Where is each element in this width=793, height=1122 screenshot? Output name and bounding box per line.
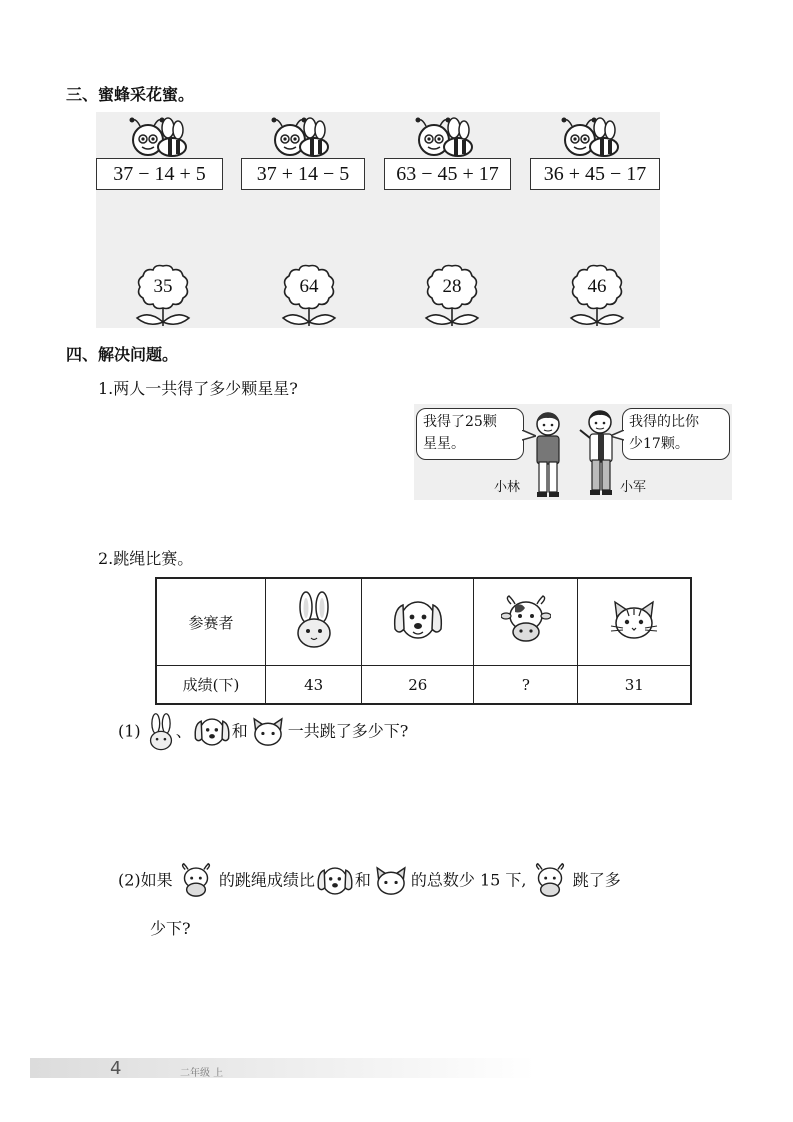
bee-icon <box>268 114 332 160</box>
dog-icon <box>315 863 355 899</box>
name-xiaolin: 小林 <box>494 480 521 495</box>
subquestion-1-suffix: 一共跳了多少下? <box>287 721 409 741</box>
dog-icon <box>391 595 445 645</box>
bee-panel <box>96 112 660 328</box>
cow-icon <box>501 594 551 646</box>
boy-xiaolin-icon <box>528 410 568 500</box>
xiaojun-speech-bubble <box>622 408 730 460</box>
xiaojun-speech-line: 我得的比你 <box>629 414 699 430</box>
xiaolin-speech-line: 我得了25颗 <box>423 414 497 430</box>
speech-panel <box>414 404 732 500</box>
question2-title: 2.跳绳比赛。 <box>98 549 194 568</box>
participant-cell <box>266 578 362 666</box>
name-xiaojun: 小军 <box>620 480 647 495</box>
expression-box: 37 + 14 − 5 <box>241 158 365 190</box>
cat-icon <box>607 598 661 642</box>
subquestion-2-mid1: 的跳绳成绩比 <box>218 870 315 890</box>
subquestion-1 <box>118 712 408 752</box>
cow-icon <box>532 862 568 900</box>
row-header-participants: 参赛者 <box>156 578 266 666</box>
expression-box: 36 + 45 − 17 <box>530 158 660 190</box>
subquestion-2 <box>118 862 621 900</box>
footer-text: 二年级 上 <box>180 1068 224 1079</box>
flower-number: 28 <box>442 276 462 297</box>
subquestion-1-prefix: (1) <box>118 721 141 741</box>
expression-box: 37 − 14 + 5 <box>96 158 223 190</box>
score-cell: ? <box>474 666 578 705</box>
section4-heading: 四、解决问题。 <box>66 345 179 364</box>
bee-icon <box>558 114 622 160</box>
flower-number: 35 <box>153 276 173 297</box>
xiaolin-speech-bubble <box>416 408 524 460</box>
cat-icon <box>371 865 411 897</box>
subquestion-1-and: 和 <box>231 721 248 741</box>
score-cell: 43 <box>266 666 362 705</box>
xiaojun-speech-line: 少17颗。 <box>629 436 689 452</box>
rabbit-icon <box>146 712 176 752</box>
footer-band <box>30 1058 535 1078</box>
subquestion-2-and: 和 <box>354 870 371 890</box>
score-cell: 31 <box>578 666 691 705</box>
bee-icon <box>412 114 476 160</box>
flower-number: 46 <box>587 276 607 297</box>
cow-icon <box>178 862 214 900</box>
subquestion-2-end: 跳了多 <box>572 870 621 890</box>
jump-rope-table <box>155 577 692 705</box>
dog-icon <box>192 714 232 750</box>
page-number: 4 <box>110 1058 122 1079</box>
boy-xiaojun-icon <box>578 408 618 500</box>
subquestion-2-line2: 少下? <box>150 919 191 938</box>
section3-heading: 三、蜜蜂采花蜜。 <box>66 85 195 104</box>
subquestion-2-mid2: 的总数少 15 下, <box>410 870 527 890</box>
bee-icon <box>126 114 190 160</box>
rabbit-icon <box>291 591 337 649</box>
expression-box: 63 − 45 + 17 <box>384 158 511 190</box>
participant-cell <box>578 578 691 666</box>
xiaolin-speech-line: 星星。 <box>423 436 465 452</box>
subquestion-1-separator: 、 <box>175 721 192 741</box>
flower-number: 64 <box>299 276 319 297</box>
participant-cell <box>362 578 474 666</box>
score-cell: 26 <box>362 666 474 705</box>
table-row <box>156 666 691 705</box>
participant-cell <box>474 578 578 666</box>
row-header-scores: 成绩(下) <box>156 666 266 705</box>
subquestion-2-prefix: (2)如果 <box>118 870 173 890</box>
table-row <box>156 578 691 666</box>
cat-icon <box>248 716 288 748</box>
question1-title: 1.两人一共得了多少颗星星? <box>98 379 298 398</box>
